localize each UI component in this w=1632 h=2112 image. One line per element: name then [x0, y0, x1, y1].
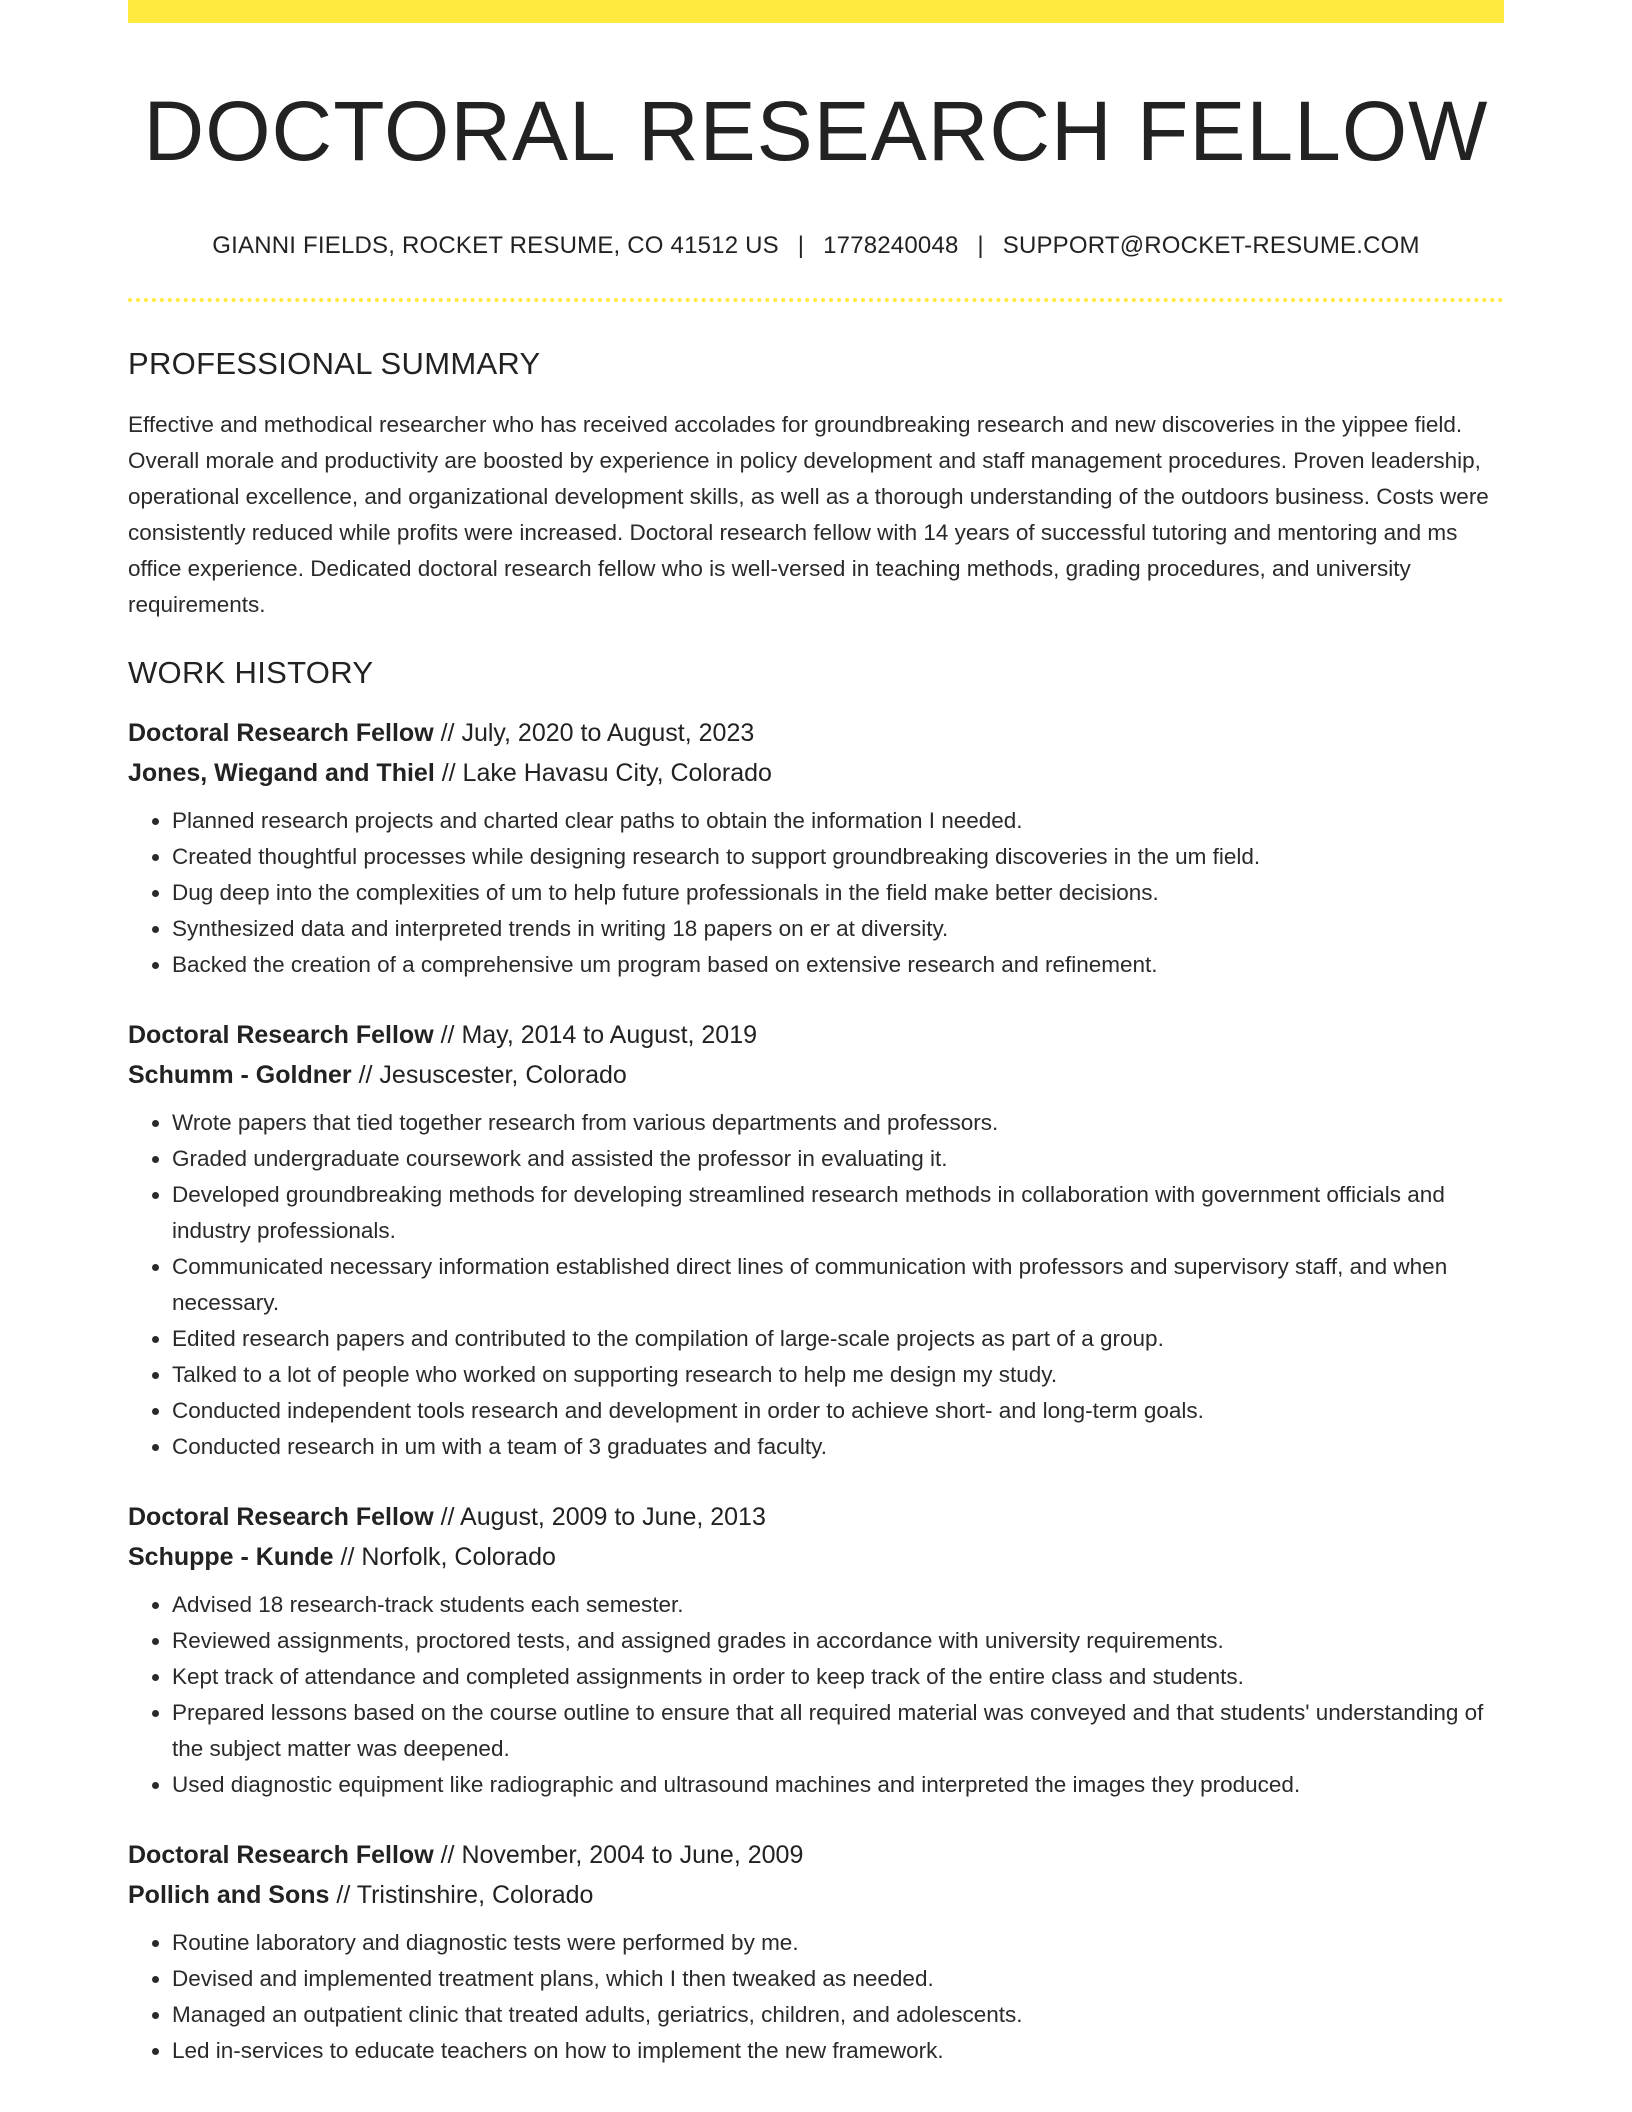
job-role: Doctoral Research Fellow	[128, 719, 434, 748]
job-bullet: • Graded undergraduate coursework and assisted the professor in evaluating it.	[172, 1141, 1504, 1177]
job-location: // Jesuscester, Colorado	[351, 1061, 627, 1090]
job-entry	[128, 1835, 1504, 2069]
job-dates: // May, 2014 to August, 2019	[433, 1021, 758, 1050]
contact-address: GIANNI FIELDS, ROCKET RESUME, CO 41512 US	[212, 232, 779, 260]
job-dates: // July, 2020 to August, 2023	[433, 719, 755, 748]
job-dates: // November, 2004 to June, 2009	[433, 1841, 804, 1870]
job-bullet: • Conducted research in um with a team of 3 graduates and faculty.	[172, 1429, 1504, 1465]
contact-line	[128, 232, 1504, 260]
resume-page	[128, 0, 1504, 2069]
job-role: Doctoral Research Fellow	[128, 1841, 434, 1870]
job-location: // Lake Havasu City, Colorado	[434, 759, 772, 788]
page-title: DOCTORAL RESEARCH FELLOW	[143, 84, 1489, 178]
job-bullet: • Synthesized data and interpreted trends in writing 18 papers on er at diversity.	[172, 911, 1504, 947]
job-bullet: • Communicated necessary information established direct lines of communication with professors and supervisory staff, and when necessary.	[172, 1249, 1504, 1321]
job-company-line	[128, 1055, 1504, 1095]
job-company: Jones, Wiegand and Thiel	[128, 759, 435, 788]
work-history-heading: WORK HISTORY	[128, 655, 374, 691]
contact-separator: |	[797, 232, 805, 260]
job-bullet: • Wrote papers that tied together research from various departments and professors.	[172, 1105, 1504, 1141]
job-bullet-list	[128, 803, 1504, 983]
job-company-line	[128, 1875, 1504, 1915]
job-company: Schumm - Goldner	[128, 1061, 352, 1090]
job-bullet: • Talked to a lot of people who worked on supporting research to help me design my study.	[172, 1357, 1504, 1393]
job-entry	[128, 713, 1504, 983]
accent-top-bar	[128, 0, 1504, 23]
job-bullet: • Kept track of attendance and completed assignments in order to keep track of the entire class and students.	[172, 1659, 1504, 1695]
job-role-line	[128, 1835, 1504, 1875]
job-bullet-list	[128, 1587, 1504, 1803]
job-bullet: • Devised and implemented treatment plans, which I then tweaked as needed.	[172, 1961, 1504, 1997]
job-bullet: • Backed the creation of a comprehensive um program based on extensive research and refinement.	[172, 947, 1504, 983]
dotted-divider	[128, 298, 1504, 302]
job-bullet: • Planned research projects and charted clear paths to obtain the information I needed.	[172, 803, 1504, 839]
work-history-list	[128, 713, 1504, 2069]
job-entry	[128, 1497, 1504, 1803]
job-bullet: • Developed groundbreaking methods for developing streamlined research methods in collaboration with government officials and industry professionals.	[172, 1177, 1504, 1249]
job-entry	[128, 1015, 1504, 1465]
job-company-line	[128, 1537, 1504, 1577]
contact-phone: 1778240048	[823, 232, 959, 260]
job-location: // Tristinshire, Colorado	[329, 1881, 594, 1910]
job-bullet: • Used diagnostic equipment like radiographic and ultrasound machines and interpreted the images they produced.	[172, 1767, 1504, 1803]
job-bullet: • Prepared lessons based on the course outline to ensure that all required material was conveyed and that students' understanding of the subject matter was deepened.	[172, 1695, 1504, 1767]
job-location: // Norfolk, Colorado	[333, 1543, 556, 1572]
job-role-line	[128, 1497, 1504, 1537]
job-bullet: • Advised 18 research-track students each semester.	[172, 1587, 1504, 1623]
job-bullet-list	[128, 1105, 1504, 1465]
job-bullet: • Dug deep into the complexities of um to help future professionals in the field make better decisions.	[172, 875, 1504, 911]
contact-email: SUPPORT@ROCKET-RESUME.COM	[1002, 232, 1420, 260]
job-bullet: • Led in-services to educate teachers on how to implement the new framework.	[172, 2033, 1504, 2069]
job-company-line	[128, 753, 1504, 793]
job-role-line	[128, 713, 1504, 753]
job-bullet: • Routine laboratory and diagnostic tests were performed by me.	[172, 1925, 1504, 1961]
job-role: Doctoral Research Fellow	[128, 1503, 434, 1532]
summary-heading: PROFESSIONAL SUMMARY	[128, 346, 541, 382]
job-bullet: • Conducted independent tools research and development in order to achieve short- and long-term goals.	[172, 1393, 1504, 1429]
job-dates: // August, 2009 to June, 2013	[433, 1503, 766, 1532]
job-bullet: • Edited research papers and contributed to the compilation of large-scale projects as part of a group.	[172, 1321, 1504, 1357]
job-role-line	[128, 1015, 1504, 1055]
job-company: Pollich and Sons	[128, 1881, 330, 1910]
job-role: Doctoral Research Fellow	[128, 1021, 434, 1050]
job-bullet: • Reviewed assignments, proctored tests, and assigned grades in accordance with university requirements.	[172, 1623, 1504, 1659]
job-company: Schuppe - Kunde	[128, 1543, 334, 1572]
summary-text: Effective and methodical researcher who has received accolades for groundbreaking research and new discoveries in the yippee field. Overall morale and productivity are boosted by experience in policy development and staff management procedures. Proven leadership, operational excellence, and organizational development skills, as well as a thorough understanding of the outdoors business. Costs were consistently reduced while profits were increased. Doctoral research fellow with 14 years of successful tutoring and mentoring and ms office experience. Dedicated doctoral research fellow who is well-versed in teaching methods, grading procedures, and university requirements.	[128, 412, 1489, 618]
job-bullet: • Created thoughtful processes while designing research to support groundbreaking discoveries in the um field.	[172, 839, 1504, 875]
job-bullet-list	[128, 1925, 1504, 2069]
contact-separator: |	[977, 232, 984, 260]
job-bullet: • Managed an outpatient clinic that treated adults, geriatrics, children, and adolescents.	[172, 1997, 1504, 2033]
